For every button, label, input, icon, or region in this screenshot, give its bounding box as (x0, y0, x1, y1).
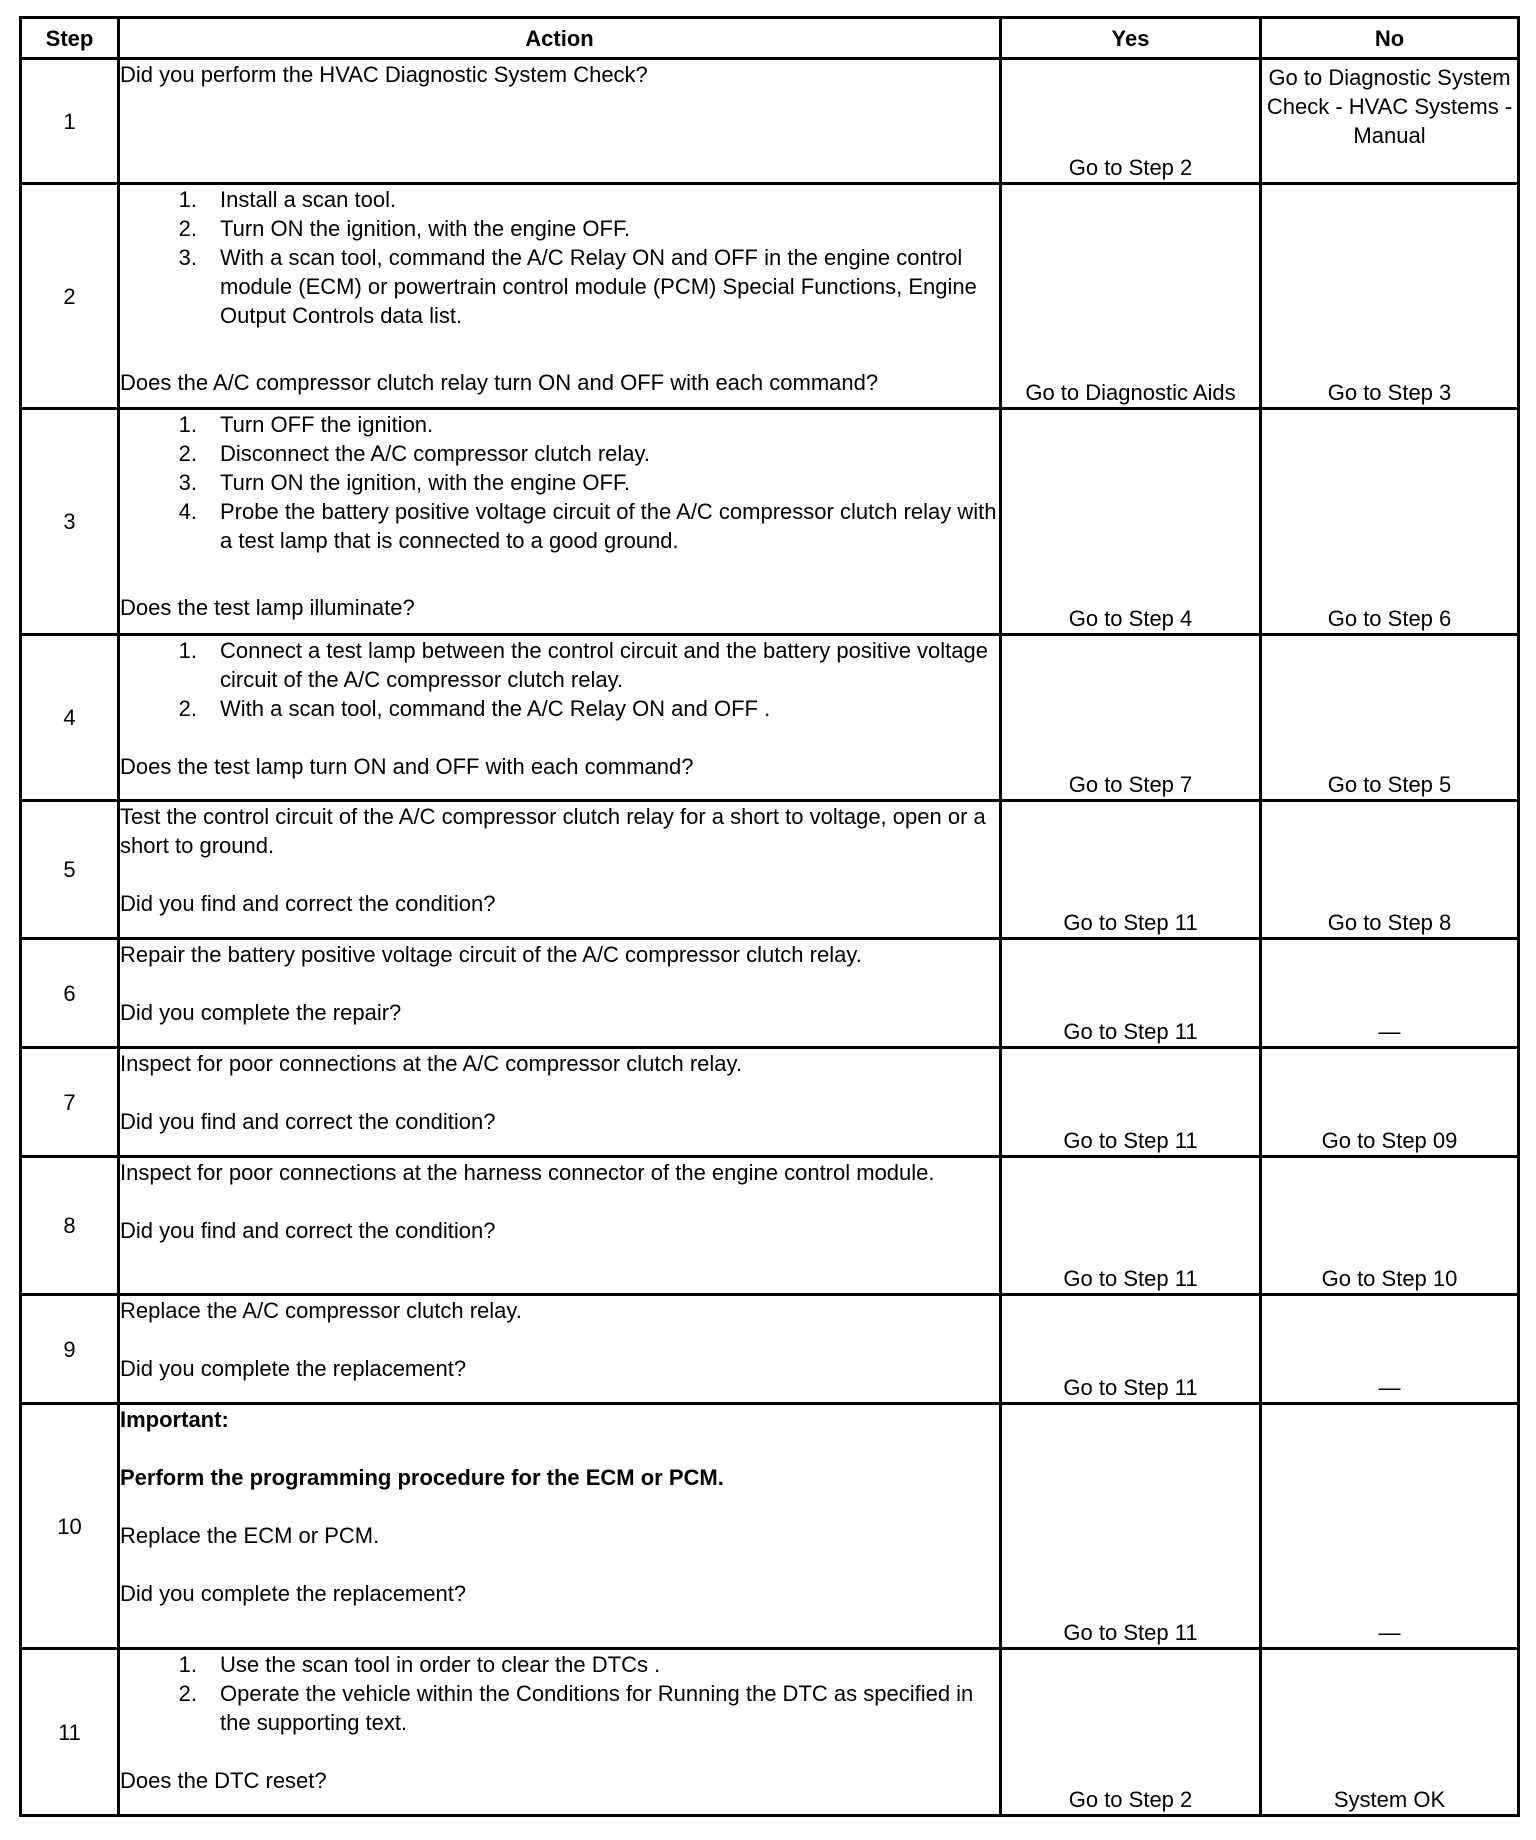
step-number: 1 (21, 59, 119, 184)
action-text: Inspect for poor connections at the A/C compressor clutch relay. (120, 1051, 743, 1076)
yes-cell: Go to Step 2 (1001, 59, 1261, 184)
no-cell: — (1261, 1295, 1519, 1404)
action-cell (119, 1295, 1001, 1404)
action-question: Did you find and correct the condition? (120, 1109, 496, 1134)
header-action: Action (119, 18, 1001, 59)
list-item: 3. Turn ON the ignition, with the engine OFF. (178, 470, 631, 495)
action-steps (120, 1650, 999, 1737)
table-row (21, 939, 1519, 1048)
no-cell: Go to Step 3 (1261, 184, 1519, 409)
action-text: Did you perform the HVAC Diagnostic System Check? (120, 62, 648, 87)
action-cell (119, 1048, 1001, 1157)
action-cell (119, 59, 1001, 184)
list-item: 1. Install a scan tool. (178, 187, 397, 212)
table-row (21, 635, 1519, 801)
action-steps (120, 185, 999, 330)
action-question: Does the test lamp illuminate? (120, 595, 415, 620)
yes-cell: Go to Step 4 (1001, 409, 1261, 635)
table-row (21, 184, 1519, 409)
header-step: Step (21, 18, 119, 59)
step-number: 3 (21, 409, 119, 635)
table-row (21, 1649, 1519, 1816)
step-number: 8 (21, 1157, 119, 1295)
list-item: 3. With a scan tool, command the A/C Relay ON and OFF in the engine control module (ECM) or powertrain control module (PCM) Special Functions, Engine Output Controls data list. (178, 245, 977, 328)
list-item: 1. Turn OFF the ignition. (178, 412, 434, 437)
yes-cell: Go to Step 7 (1001, 635, 1261, 801)
step-number: 2 (21, 184, 119, 409)
no-cell: System OK (1261, 1649, 1519, 1816)
action-question: Did you complete the replacement? (120, 1356, 467, 1381)
step-number: 4 (21, 635, 119, 801)
action-cell (119, 409, 1001, 635)
action-cell (119, 1157, 1001, 1295)
step-number: 7 (21, 1048, 119, 1157)
table-row (21, 1048, 1519, 1157)
no-cell: Go to Step 10 (1261, 1157, 1519, 1295)
table-row (21, 1157, 1519, 1295)
table-row (21, 409, 1519, 635)
diagnostic-table (19, 16, 1520, 1817)
table-row (21, 59, 1519, 184)
step-number: 11 (21, 1649, 119, 1816)
action-text: Repair the battery positive voltage circuit of the A/C compressor clutch relay. (120, 942, 862, 967)
action-question: Does the A/C compressor clutch relay turn ON and OFF with each command? (120, 370, 879, 395)
list-item: 2. Operate the vehicle within the Conditions for Running the DTC as specified in the supporting text. (178, 1681, 974, 1735)
table-row (21, 1404, 1519, 1649)
action-question: Does the test lamp turn ON and OFF with each command? (120, 754, 694, 779)
table-row (21, 1295, 1519, 1404)
list-item: 2. Disconnect the A/C compressor clutch relay. (178, 441, 650, 466)
yes-cell: Go to Step 11 (1001, 801, 1261, 939)
list-item: 2. Turn ON the ignition, with the engine OFF. (178, 216, 631, 241)
no-cell: Go to Step 09 (1261, 1048, 1519, 1157)
list-item: 1. Use the scan tool in order to clear the DTCs . (178, 1652, 661, 1677)
important-label: Important: (120, 1407, 229, 1432)
action-question: Did you complete the repair? (120, 1000, 402, 1025)
action-question: Did you find and correct the condition? (120, 891, 496, 916)
action-cell (119, 801, 1001, 939)
yes-cell: Go to Step 11 (1001, 1295, 1261, 1404)
action-question: Did you find and correct the condition? (120, 1218, 496, 1243)
no-cell: — (1261, 1404, 1519, 1649)
yes-cell: Go to Step 11 (1001, 1048, 1261, 1157)
yes-cell: Go to Step 2 (1001, 1649, 1261, 1816)
header-row (21, 18, 1519, 59)
no-cell: — (1261, 939, 1519, 1048)
table-row (21, 801, 1519, 939)
step-number: 10 (21, 1404, 119, 1649)
step-number: 6 (21, 939, 119, 1048)
action-cell (119, 939, 1001, 1048)
step-number: 9 (21, 1295, 119, 1404)
action-cell (119, 635, 1001, 801)
header-yes: Yes (1001, 18, 1261, 59)
yes-cell: Go to Step 11 (1001, 1157, 1261, 1295)
action-text: Inspect for poor connections at the harness connector of the engine control module. (120, 1160, 935, 1185)
action-cell (119, 184, 1001, 409)
no-cell: Go to Diagnostic System Check - HVAC Systems - Manual (1261, 59, 1519, 184)
list-item: 2. With a scan tool, command the A/C Relay ON and OFF . (178, 696, 771, 721)
yes-cell: Go to Diagnostic Aids (1001, 184, 1261, 409)
action-steps (120, 410, 999, 555)
important-text: Perform the programming procedure for the ECM or PCM. (120, 1465, 724, 1490)
list-item: 4. Probe the battery positive voltage circuit of the A/C compressor clutch relay with a test lamp that is connected to a good ground. (178, 499, 997, 553)
action-steps (120, 636, 999, 723)
action-text: Test the control circuit of the A/C compressor clutch relay for a short to voltage, open or a short to ground. (120, 804, 986, 858)
list-item: 1. Connect a test lamp between the control circuit and the battery positive voltage circuit of the A/C compressor clutch relay. (178, 638, 988, 692)
action-question: Did you complete the replacement? (120, 1581, 467, 1606)
action-cell (119, 1404, 1001, 1649)
no-cell: Go to Step 6 (1261, 409, 1519, 635)
yes-cell: Go to Step 11 (1001, 1404, 1261, 1649)
no-cell: Go to Step 5 (1261, 635, 1519, 801)
action-text: Replace the A/C compressor clutch relay. (120, 1298, 522, 1323)
no-cell: Go to Step 8 (1261, 801, 1519, 939)
header-no: No (1261, 18, 1519, 59)
action-question: Does the DTC reset? (120, 1768, 327, 1793)
yes-cell: Go to Step 11 (1001, 939, 1261, 1048)
step-number: 5 (21, 801, 119, 939)
action-text: Replace the ECM or PCM. (120, 1523, 380, 1548)
action-cell (119, 1649, 1001, 1816)
